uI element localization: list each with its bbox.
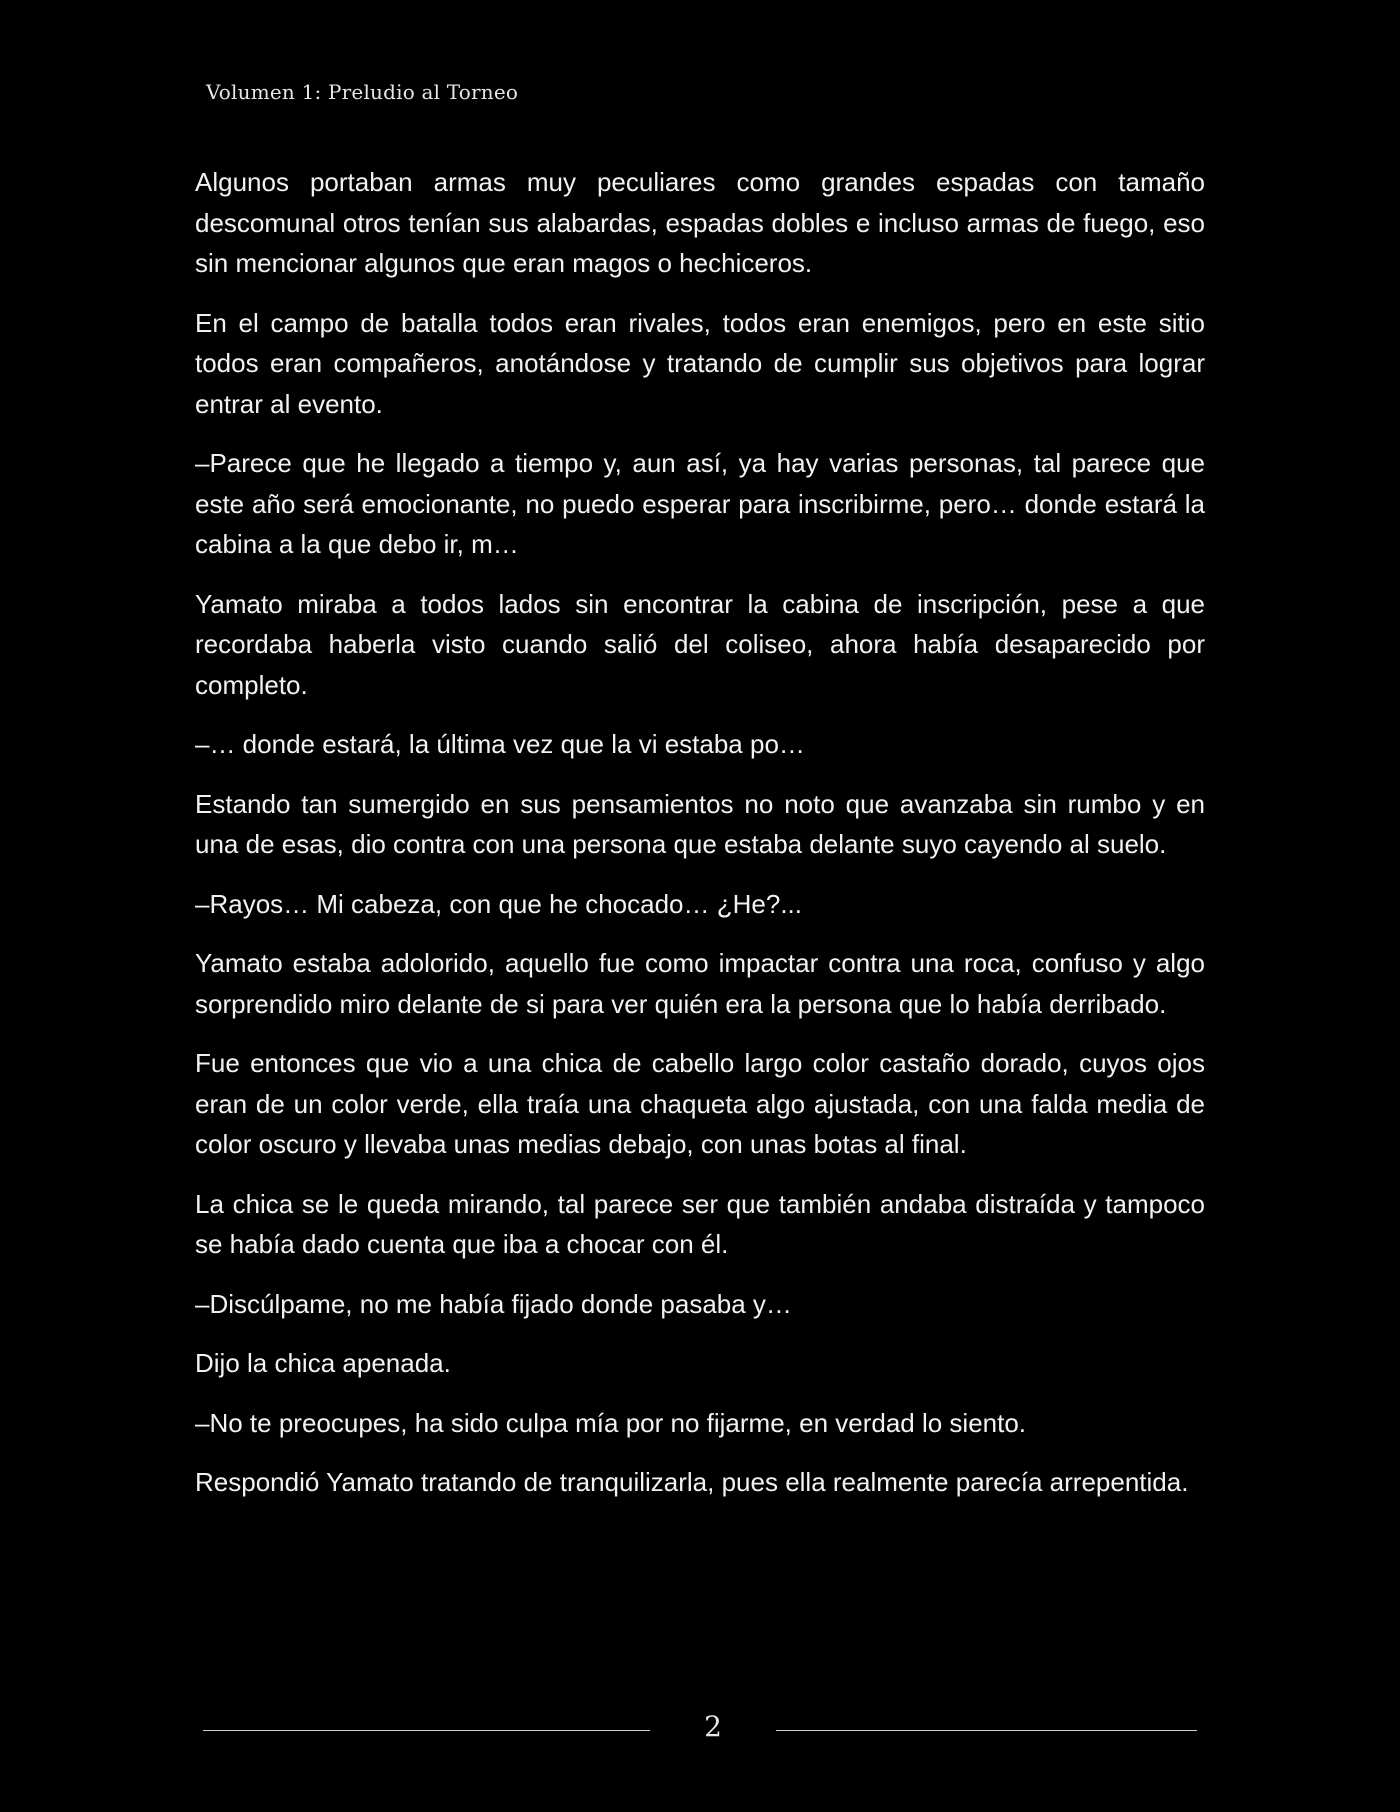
- footer-rule-right: [776, 1730, 1197, 1731]
- paragraph: Yamato miraba a todos lados sin encontrar la cabina de inscripción, pese a que recordaba haberla visto cuando salió del coliseo, ahora había desaparecido por completo.: [195, 588, 1205, 700]
- paragraph: –No te preocupes, ha sido culpa mía por no fijarme, en verdad lo siento.: [195, 1407, 1027, 1438]
- running-header: Volumen 1: Preludio al Torneo: [206, 80, 519, 104]
- body-text: [195, 162, 1205, 1522]
- paragraph: Algunos portaban armas muy peculiares como grandes espadas con tamaño descomunal otros tenían sus alabardas, espadas dobles e incluso armas de fuego, eso sin mencionar algunos que eran magos o hechiceros.: [195, 167, 1205, 278]
- paragraph: –Parece que he llegado a tiempo y, aun así, ya hay varias personas, tal parece que este año será emocionante, no puedo esperar para inscribirme, pero… donde estará la cabina a la que debo ir, m…: [195, 448, 1205, 559]
- paragraph: Respondió Yamato tratando de tranquilizarla, pues ella realmente parecía arrepentida.: [195, 1467, 1189, 1497]
- paragraph: Estando tan sumergido en sus pensamientos no noto que avanzaba sin rumbo y en una de esas, dio contra con una persona que estaba delante suyo cayendo al suelo.: [195, 788, 1205, 859]
- paragraph: Dijo la chica apenada.: [195, 1348, 451, 1378]
- paragraph: –Rayos… Mi cabeza, con que he chocado… ¿He?...: [195, 888, 802, 919]
- paragraph: Fue entonces que vio a una chica de cabello largo color castaño dorado, cuyos ojos eran de un color verde, ella traía una chaqueta algo ajustada, con una falda media de color oscuro y llevaba unas medias debajo, con unas botas al final.: [195, 1048, 1205, 1159]
- paragraph: Yamato estaba adolorido, aquello fue como impactar contra una roca, confuso y algo sorprendido miro delante de si para ver quién era la persona que lo había derribado.: [195, 948, 1205, 1019]
- paragraph: En el campo de batalla todos eran rivales, todos eran enemigos, pero en este sitio todos eran compañeros, anotándose y tratando de cumplir sus objetivos para lograr entrar al evento.: [195, 307, 1205, 419]
- footer-rule-left: [203, 1730, 650, 1731]
- page-footer: [0, 1710, 1400, 1750]
- paragraph: La chica se le queda mirando, tal parece ser que también andaba distraída y tampoco se había dado cuenta que iba a chocar con él.: [195, 1188, 1205, 1259]
- paragraph: –… donde estará, la última vez que la vi estaba po…: [195, 729, 805, 759]
- paragraph: –Discúlpame, no me había fijado donde pasaba y…: [195, 1288, 792, 1319]
- page-number: 2: [704, 1710, 722, 1743]
